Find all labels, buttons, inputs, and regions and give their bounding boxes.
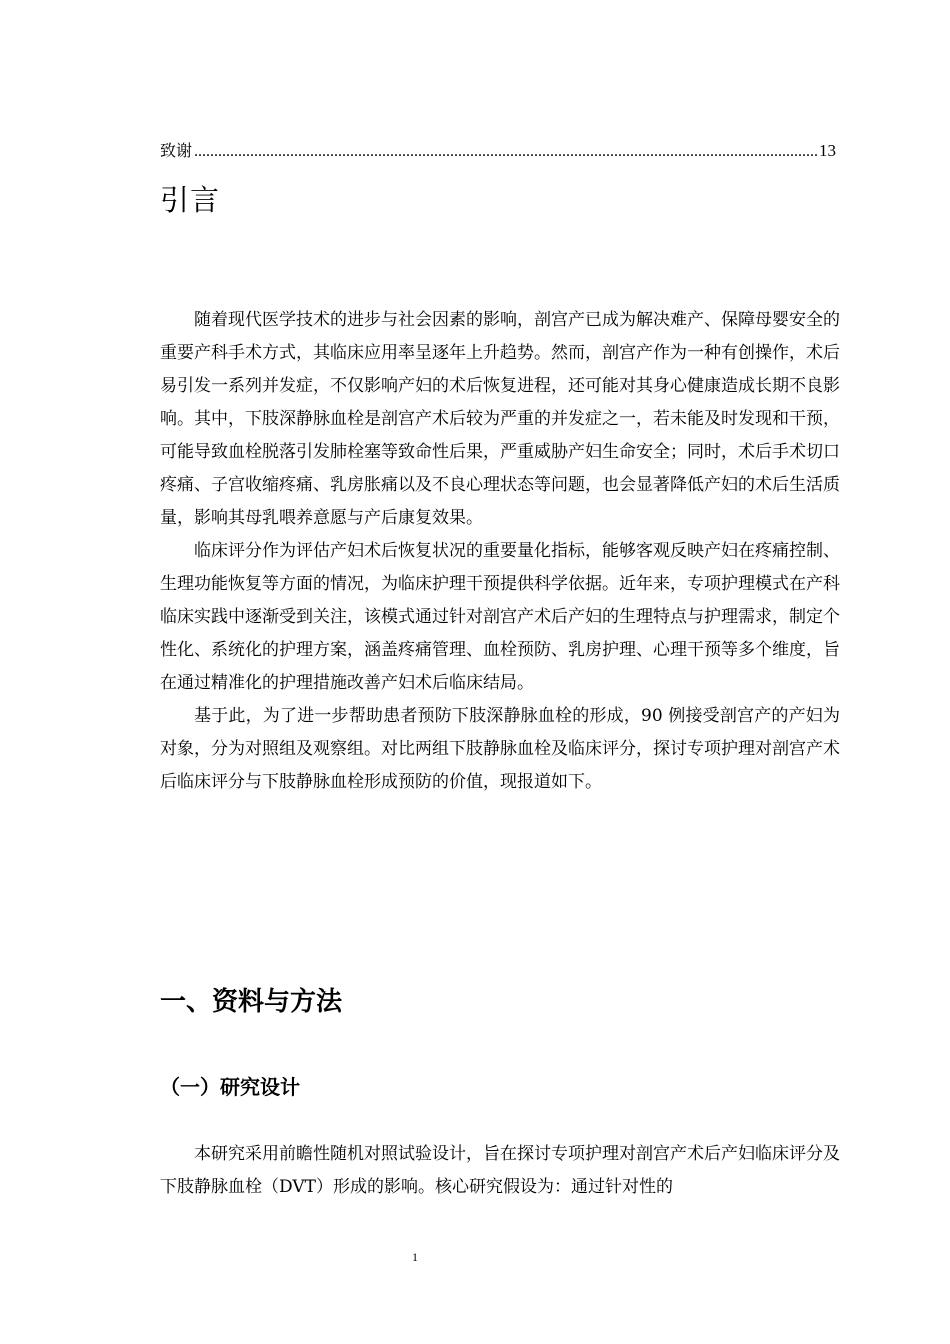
toc-entry-label: 致谢 [160,141,193,160]
intro-paragraph-1: 随着现代医学技术的进步与社会因素的影响，剖宫产已成为解决难产、保障母婴安全的重要产科手术方式，其临床应用率呈逐年上升趋势。然而，剖宫产作为一种有创操作，术后易引发一系列并发症，不仅影响产妇的术后恢复进程，还可能对其身心健康造成长期不良影响。其中，下肢深静脉血栓是剖宫产术后较为严重的并发症之一，若未能及时发现和干预，可能导致血栓脱落引发肺栓塞等致命性后果，严重威胁产妇生命安全；同时，术后手术切口疼痛、子宫收缩疼痛、乳房胀痛以及不良心理状态等问题，也会显著降低产妇的术后生活质量，影响其母乳喂养意愿与产后康复效果。 [160,310,840,528]
toc-entry-acknowledgements[interactable] [160,138,836,164]
toc-entry-page-number: 13 [819,141,836,160]
intro-paragraph-2: 临床评分作为评估产妇术后恢复状况的重要量化指标，能够客观反映产妇在疼痛控制、生理功能恢复等方面的情况，为临床护理干预提供科学依据。近年来，专项护理模式在产科临床实践中逐渐受到关注，该模式通过针对剖宫产术后产妇的生理特点与护理需求，制定个性化、系统化的护理方案，涵盖疼痛管理、血栓预防、乳房护理、心理干预等多个维度，旨在通过精准化的护理措施改善产妇术后临床结局。 [160,541,840,693]
study-design-body [160,1138,840,1204]
section-heading-materials-methods: 一、资料与方法 [160,987,343,1017]
subsection-heading-study-design: （一）研究设计 [160,1075,300,1099]
page-number: 1 [412,1250,418,1264]
toc-leader-dots [194,139,817,165]
intro-heading: 引言 [160,183,221,217]
intro-paragraph-3: 基于此，为了进一步帮助患者预防下肢深静脉血栓的形成，90 例接受剖宫产的产妇为对象，分为对照组及观察组。对比两组下肢静脉血栓及临床评分，探讨专项护理对剖宫产术后临床评分与下肢静脉血栓形成预防的价值，现报道如下。 [160,706,840,792]
intro-body [160,304,840,799]
study-design-paragraph: 本研究采用前瞻性随机对照试验设计，旨在探讨专项护理对剖宫产术后产妇临床评分及下肢静脉血栓（DVT）形成的影响。核心研究假设为：通过针对性的 [160,1144,840,1197]
